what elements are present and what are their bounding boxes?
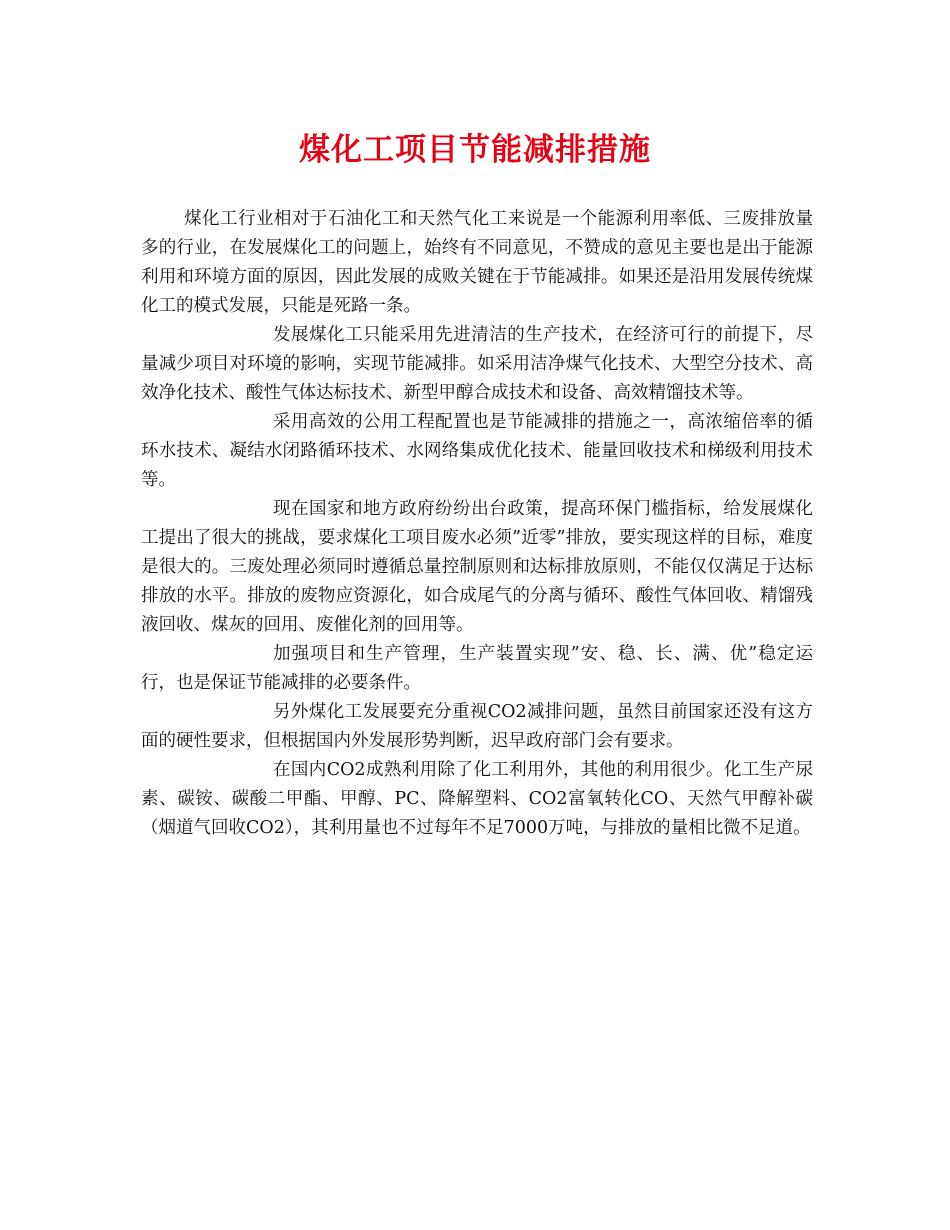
document-body bbox=[141, 205, 813, 843]
paragraph-6: 另外煤化工发展要充分重视CO2减排问题，虽然目前国家还没有这方面的硬性要求，但根据国内外发展形势判断，迟早政府部门会有要求。 bbox=[141, 702, 813, 751]
paragraph-5: 加强项目和生产管理，生产装置实现”安、稳、长、满、优”稳定运行，也是保证节能减排的必要条件。 bbox=[141, 644, 813, 693]
paragraph-4: 现在国家和地方政府纷纷出台政策，提高环保门槛指标，给发展煤化工提出了很大的挑战，要求煤化工项目废水必须”近零”排放，要实现这样的目标，难度是很大的。三废处理必须同时遵循总量控制原则和达标排放原则，不能仅仅满足于达标排放的水平。排放的废物应资源化，如合成尾气的分离与循环、酸性气体回收、精馏残液回收、煤灰的回用、废催化剂的回用等。 bbox=[141, 499, 813, 635]
paragraph-3: 采用高效的公用工程配置也是节能减排的措施之一，高浓缩倍率的循环水技术、凝结水闭路循环技术、水网络集成优化技术、能量回收技术和梯级利用技术等。 bbox=[141, 412, 813, 490]
paragraph-2: 发展煤化工只能采用先进清洁的生产技术，在经济可行的前提下，尽量减少项目对环境的影响，实现节能减排。如采用洁净煤气化技术、大型空分技术、高效净化技术、酸性气体达标技术、新型甲醇合成技术和设备、高效精馏技术等。 bbox=[141, 325, 813, 403]
document-title: 煤化工项目节能减排措施 bbox=[299, 132, 651, 168]
paragraph-7: 在国内CO2成熟利用除了化工利用外，其他的利用很少。化工生产尿素、碳铵、碳酸二甲酯、甲醇、PC、降解塑料、CO2富氧转化CO、天然气甲醇补碳（烟道气回收CO2），其利用量也不过每年不足7000万吨，与排放的量相比微不足道。 bbox=[141, 760, 813, 838]
paragraph-1: 煤化工行业相对于石油化工和天然气化工来说是一个能源利用率低、三废排放量多的行业，在发展煤化工的问题上，始终有不同意见，不赞成的意见主要也是出于能源利用和环境方面的原因，因此发展的成败关键在于节能减排。如果还是沿用发展传统煤化工的模式发展，只能是死路一条。 bbox=[141, 209, 813, 316]
